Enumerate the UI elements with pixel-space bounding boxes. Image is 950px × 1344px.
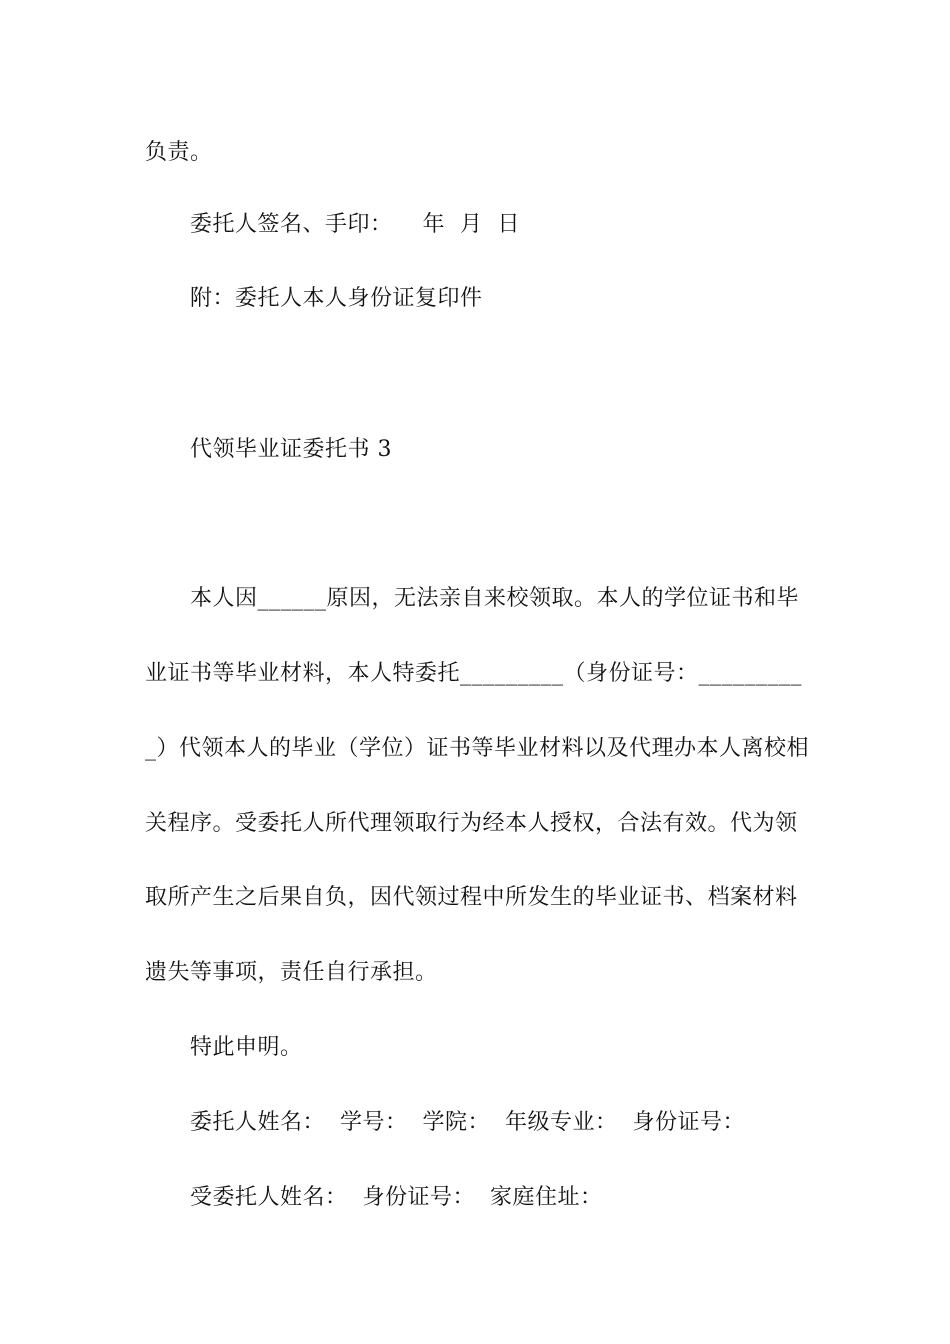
text-line-delegator-info: 委托人姓名： 学号： 学院： 年级专业： 身份证号：	[190, 1110, 745, 1135]
text-line-attachment: 附：委托人本人身份证复印件	[190, 286, 483, 311]
text-line-responsibility: 负责。	[145, 140, 213, 165]
text-line-declaration: 特此申明。	[190, 1035, 303, 1060]
paragraph-line: 关程序。受委托人所代理领取行为经本人授权，合法有效。代为领	[145, 811, 798, 836]
paragraph-line: _）代领本人的毕业（学位）证书等毕业材料以及代理办本人离校相	[145, 736, 810, 761]
paragraph-line: 业证书等毕业材料，本人特委托_________（身份证号：_________	[145, 661, 803, 686]
paragraph-line: 取所产生之后果自负，因代领过程中所发生的毕业证书、档案材料	[145, 885, 798, 910]
section-title: 代领毕业证委托书 3	[190, 437, 392, 462]
text-line-delegate-info: 受委托人姓名： 身份证号： 家庭住址：	[190, 1185, 603, 1210]
text-line-signature: 委托人签名、手印： 年 月 日	[190, 212, 520, 237]
paragraph-line: 遗失等事项，责任自行承担。	[145, 960, 438, 985]
paragraph-line: 本人因______原因，无法亲自来校领取。本人的学位证书和毕	[190, 586, 800, 611]
